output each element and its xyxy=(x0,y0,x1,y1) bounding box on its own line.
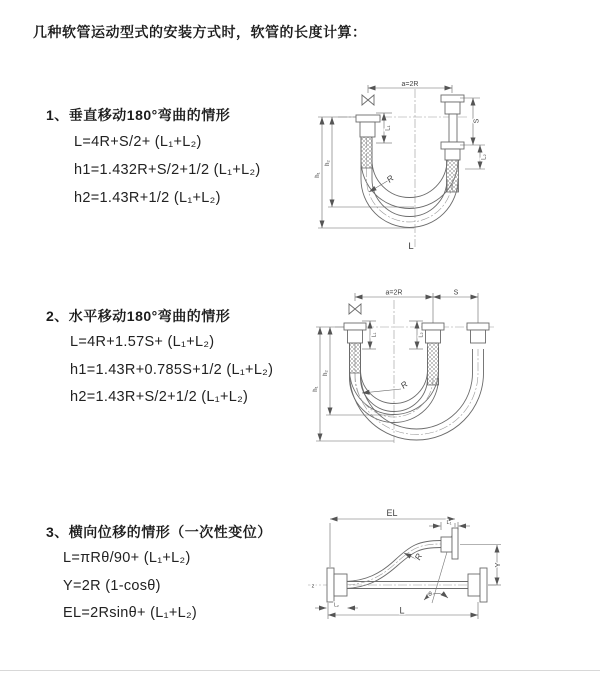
dim-label-a2r: a=2R xyxy=(401,81,419,88)
formula-line: Y=2R (1-cosθ) xyxy=(63,578,161,594)
formula-line: L=4R+1.57S+ (L₁+L₂) xyxy=(70,334,215,350)
valve-icon xyxy=(362,95,374,105)
flange-left xyxy=(327,568,347,602)
dim-label-h1: h₁ xyxy=(315,172,321,178)
hose-centerlines xyxy=(355,343,478,434)
hose-u-bend-position2 xyxy=(350,343,484,440)
dimension-lines xyxy=(315,519,501,619)
braid-section-left xyxy=(361,137,372,168)
formula-line: h1=1.43R+0.785S+1/2 (L₁+L₂) xyxy=(70,362,274,378)
fitting-right xyxy=(441,95,464,160)
braid-section-middle xyxy=(428,343,439,385)
hose-centerline xyxy=(367,138,453,222)
dim-label-el: EL xyxy=(386,508,398,518)
dim-label-h2: h₂ xyxy=(323,370,329,376)
diagram-horizontal-180-bend xyxy=(310,285,510,455)
formula-line: h2=1.43R+S/2+1/2 (L₁+L₂) xyxy=(70,389,249,405)
dim-label-s: S xyxy=(473,118,481,124)
radius-label: R xyxy=(398,378,410,391)
datum-mark: z xyxy=(311,583,315,590)
dim-label-l1: L₁ xyxy=(385,125,392,131)
flange-right-original xyxy=(468,568,487,602)
braid-section-right xyxy=(447,160,459,192)
dim-label-l2: L₂ xyxy=(418,332,425,338)
section-1-heading: 1、垂直移动180°弯曲的情形 xyxy=(46,107,231,123)
dim-label-h2: h₂ xyxy=(325,160,331,166)
flange-top-displaced xyxy=(441,528,458,559)
formula-line: L=πRθ/90+ (L₁+L₂) xyxy=(63,550,191,566)
page-title: 几种软管运动型式的安装方式时，软管的长度计算： xyxy=(33,24,367,40)
formula-line: EL=2Rsinθ+ (L₁+L₂) xyxy=(63,605,198,621)
fitting-right xyxy=(467,323,489,343)
hose-centerline xyxy=(346,544,441,585)
length-label: L xyxy=(408,241,414,252)
dimension-lines xyxy=(316,293,478,441)
formula-line: h1=1.432R+S/2+1/2 (L₁+L₂) xyxy=(74,162,261,178)
braid-section-left xyxy=(350,343,361,373)
fitting-middle xyxy=(422,323,444,343)
dim-label-h1: h₁ xyxy=(313,386,319,392)
dim-label-l1: L₁ xyxy=(446,520,452,526)
radius-label: R xyxy=(412,551,425,562)
fitting-left xyxy=(344,323,366,343)
diagram-vertical-180-bend xyxy=(310,75,495,260)
dim-label-a2r: a=2R xyxy=(385,289,403,297)
angle-label: θ xyxy=(428,591,432,598)
dim-label-l2: L₂ xyxy=(334,602,339,609)
formula-line: L=4R+S/2+ (L₁+L₂) xyxy=(74,134,202,150)
dim-label-y: Y xyxy=(493,562,502,568)
valve-icon xyxy=(349,304,361,314)
dim-label-s: S xyxy=(453,289,459,297)
hose-u-bend xyxy=(361,138,458,228)
fitting-left xyxy=(356,115,380,137)
formula-line: h2=1.43R+1/2 (L₁+L₂) xyxy=(74,190,221,206)
section-3-heading: 3、横向位移的情形（一次性变位） xyxy=(46,524,272,540)
diagram-lateral-displacement xyxy=(300,505,510,630)
radius-label: R xyxy=(384,172,396,185)
length-label: L xyxy=(399,605,405,616)
section-2-heading: 2、水平移动180°弯曲的情形 xyxy=(46,308,231,324)
dim-label-l2: L₂ xyxy=(481,154,488,160)
dim-label-l1: L₁ xyxy=(371,332,378,338)
page-edge-line xyxy=(0,670,600,671)
